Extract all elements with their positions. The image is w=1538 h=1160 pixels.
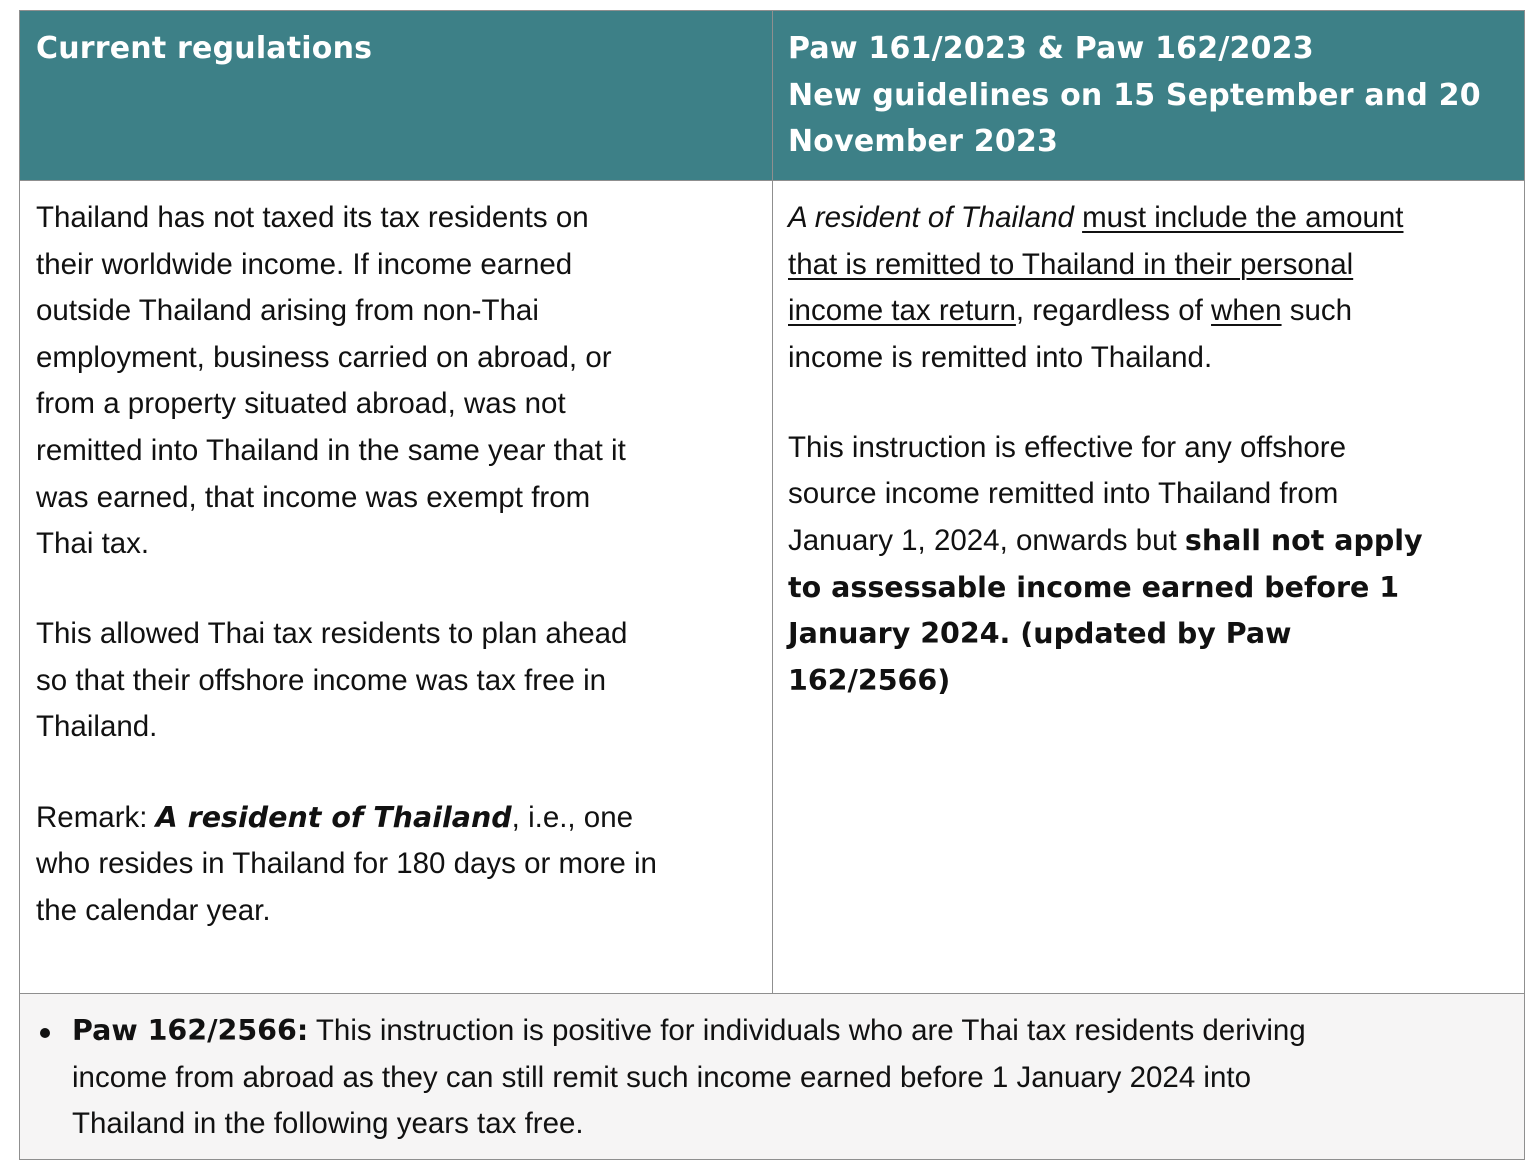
underlined-text: must include the amount — [1082, 201, 1404, 234]
cell-current-regulations — [20, 181, 773, 993]
text-line: Thai tax. — [36, 527, 150, 561]
text-line: their worldwide income. If income earned — [36, 247, 573, 281]
note-row — [20, 994, 1524, 1160]
remark-prefix: Remark: — [36, 800, 156, 834]
bold-line: 162/2566) — [788, 663, 951, 697]
text-line: source income remitted into Thailand from — [788, 477, 1339, 511]
table-header-row — [20, 11, 1524, 181]
header-right-line-1: Paw 161/2023 & Paw 162/2023 — [788, 31, 1314, 66]
text-line: who resides in Thailand for 180 days or more in — [36, 847, 657, 881]
text-line: outside Thailand arising from non-Thai — [36, 294, 539, 328]
comparison-table — [19, 10, 1525, 1160]
note-line-1 — [72, 1008, 1512, 1055]
header-new-guidelines — [773, 11, 1524, 180]
note-line-2: income from abroad as they can still remit such income earned before 1 January 2024 into — [72, 1060, 1251, 1094]
table-body-row — [20, 181, 1524, 994]
remark-rest: , i.e., one — [511, 800, 634, 834]
note-text: This instruction is positive for individuals who are Thai tax residents deriving — [308, 1014, 1306, 1047]
text-line — [788, 195, 1524, 242]
text-line: the calendar year. — [36, 893, 271, 927]
current-paragraph-1 — [36, 195, 772, 568]
plain-text: such — [1281, 294, 1353, 328]
text-line — [788, 518, 1524, 565]
text-line: remitted into Thailand in the same year that it — [36, 433, 626, 467]
bold-text: shall not apply — [1184, 524, 1423, 558]
header-right-line-2: New guidelines on 15 September and 20 — [788, 77, 1481, 113]
remark-emphasis: A resident of Thailand — [155, 800, 512, 834]
header-left-text: Current regulations — [36, 31, 373, 66]
bold-line: January 2024. (updated by Paw — [788, 617, 1292, 651]
text-line: income is remitted into Thailand. — [788, 340, 1213, 374]
underlined-text: income tax return — [788, 294, 1016, 328]
note-list-item — [72, 1008, 1512, 1148]
plain-text: January 1, 2024, onwards but — [788, 524, 1185, 558]
text-line — [788, 288, 1524, 335]
remark-paragraph — [36, 795, 772, 935]
text-line — [788, 242, 1524, 289]
bullet-icon — [40, 1028, 50, 1038]
text-line: This allowed Thai tax residents to plan ahead — [36, 617, 628, 651]
new-paragraph-1 — [788, 195, 1524, 381]
text-line: This instruction is effective for any offshore — [788, 430, 1347, 464]
cell-new-guidelines — [773, 181, 1524, 993]
text-line: so that their offshore income was tax free in — [36, 663, 607, 697]
text-line: from a property situated abroad, was not — [36, 387, 566, 421]
remark-line-1 — [36, 795, 772, 842]
text-line: employment, business carried on abroad, or — [36, 340, 612, 374]
new-paragraph-2 — [788, 425, 1524, 705]
note-bold-label: Paw 162/2566: — [72, 1014, 309, 1047]
text-line: Thailand has not taxed its tax residents on — [36, 201, 589, 234]
text-line: was earned, that income was exempt from — [36, 480, 591, 514]
underlined-text: that is remitted to Thailand in their personal — [788, 247, 1354, 281]
note-line-3: Thailand in the following years tax free. — [72, 1107, 584, 1141]
header-current-regulations — [20, 11, 773, 180]
header-right-line-3: November 2023 — [788, 124, 1059, 159]
bold-line: to assessable income earned before 1 — [788, 570, 1400, 604]
current-paragraph-2 — [36, 611, 772, 751]
text-line: Thailand. — [36, 710, 158, 744]
plain-text: , regardless of — [1015, 294, 1212, 328]
space — [1074, 201, 1082, 234]
underlined-when: when — [1211, 294, 1282, 328]
resident-italic: A resident of Thailand — [788, 201, 1074, 234]
